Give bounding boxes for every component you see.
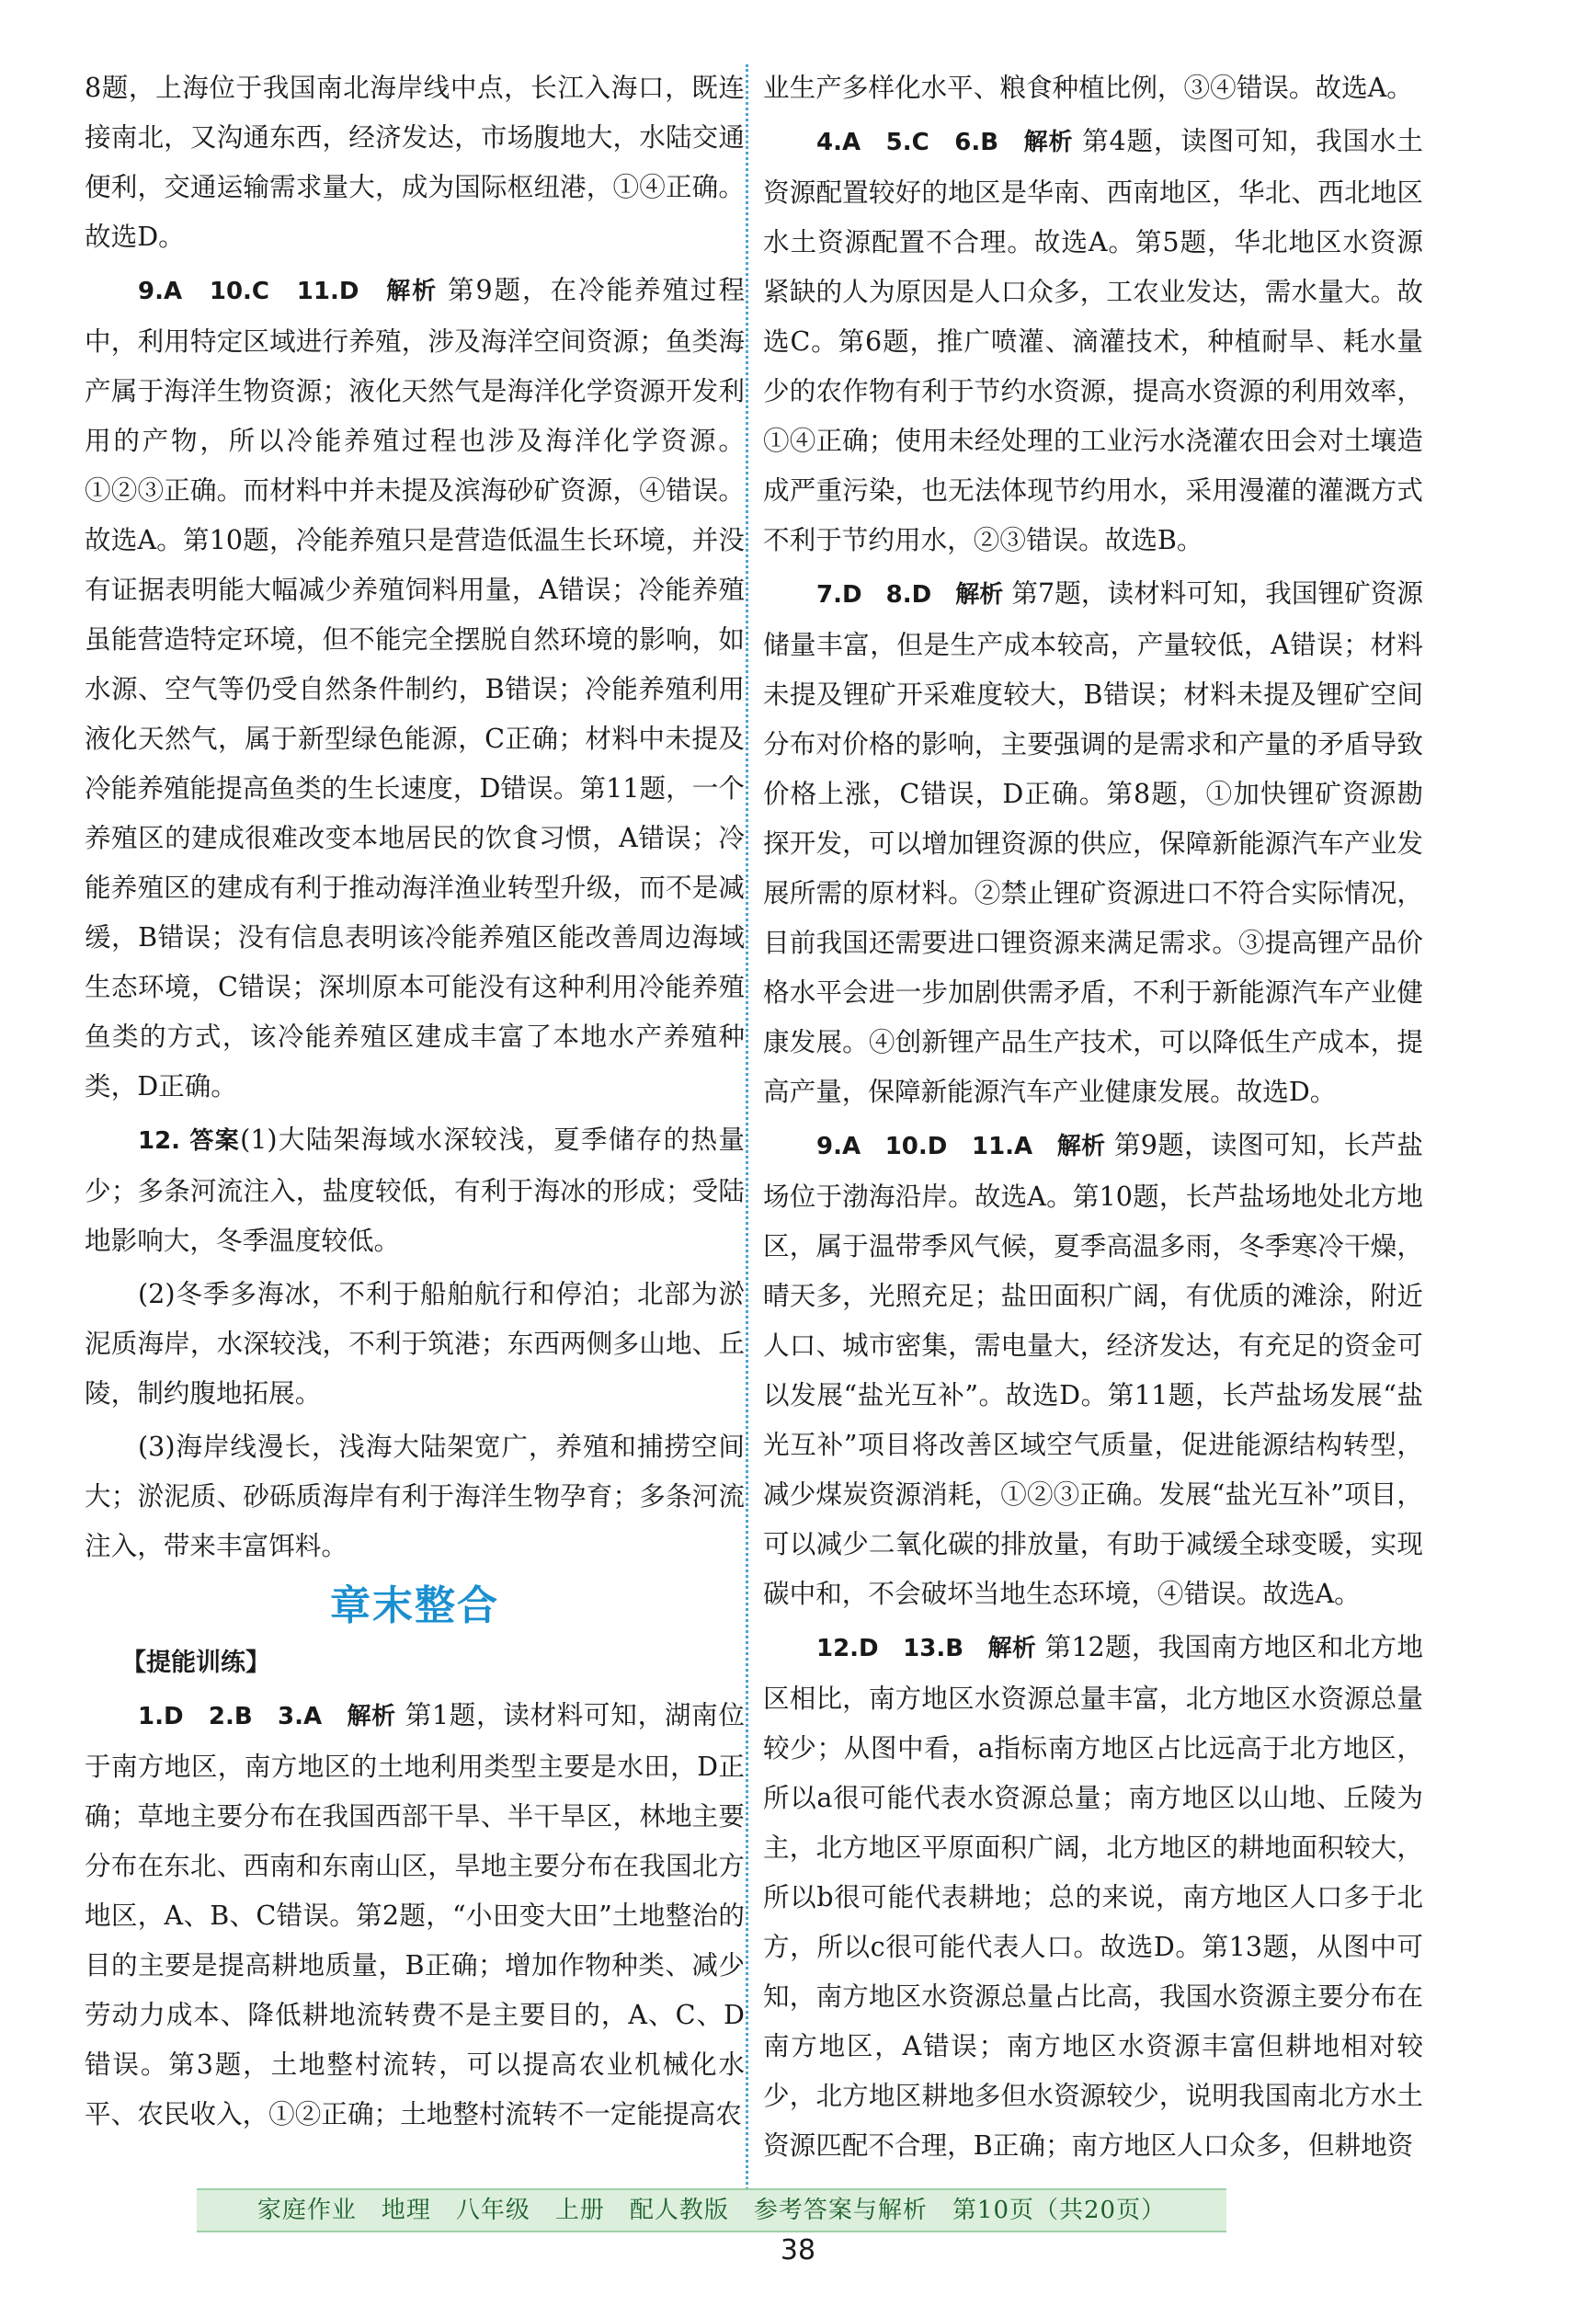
explanation-9-11-b: 第9题，读图可知，长芦盐场位于渤海沿岸。故选A。第10题，长芦盐场地处北方地区，属于温带季风气候，夏季高温多雨，冬季寒冷干燥，晴天多，光照充足；盐田面积广阔，有优质的滩涂，附近人口、城市密集，需电量大，经济发达，有充足的资金可以发展“盐光互补”。故选D。第11题，长芦盐场发展“盐光互补”项目将改善区域空气质量，促进能源结构转型，减少煤炭资源消耗，①②③正确。发展“盐光互补”项目，可以减少二氧化碳的排放量，有助于减缓全球变暖，实现碳中和，不会破坏当地生态环境，④错误。故选A。 [763, 1129, 1423, 1609]
sub-title: 【提能训练】 [121, 1649, 270, 1677]
answer-key-9-11: 9.A 10.C 11.D 解析 [138, 278, 438, 305]
answer-key-9-11-b: 9.A 10.D 11.A 解析 [816, 1133, 1106, 1160]
explanation-1-3: 第1题，读材料可知，湖南位于南方地区，南方地区的土地利用类型主要是水田，D正确；草地主要分布在我国西部干旱、半干旱区，林地主要分布在东北、西南和东南山区，旱地主要分布在我国北方地区，A、B、C错误。第2题，“小田变大田”土地整治的目的主要是提高耕地质量，B正确；增加作物种类、减少劳动力成本、降低耕地流转费不是主要目的，A、C、D错误。第3题，土地整村流转，可以提高农业机械化水平、农民收入，①②正确；土地整村流转不一定能提高农 [85, 1699, 745, 2129]
page-number: 38 [780, 2234, 816, 2266]
explanation-4-6: 第4题，读图可知，我国水土资源配置较好的地区是华南、西南地区，华北、西北地区水土资源配置不合理。故选A。第5题，华北地区水资源紧缺的人为原因是人口众多，工农业发达，需水量大。故选C。第6题，推广喷灌、滴灌技术，种植耐旱、耗水量少的农作物有利于节约水资源，提高水资源的利用效率，①④正确；使用未经处理的工业污水浇灌农田会对土壤造成严重污染，也无法体现节约用水，采用漫灌的灌溉方式不利于节约用水，②③错误。故选B。 [763, 125, 1423, 555]
right-paragraph-2 [763, 116, 1423, 565]
answer-12-part-3: (3)海岸线漫长，浅海大陆架宽广，养殖和捕捞空间大；淤泥质、砂砾质海岸有利于海洋生物孕育；多条河流注入，带来丰富饵料。 [85, 1431, 745, 1561]
answer-key-12: 12. 答案 [138, 1127, 241, 1155]
right-paragraph-4 [763, 1120, 1423, 1618]
right-paragraph-5 [763, 1622, 1423, 2170]
left-column [85, 63, 745, 2142]
column-divider [746, 64, 748, 2207]
right-paragraph-3 [763, 568, 1423, 1116]
left-paragraph-1: 8题，上海位于我国南北海岸线中点，长江入海口，既连接南北，又沟通东西，经济发达，市场腹地大，水陆交通便利，交通运输需求量大，成为国际枢纽港，①④正确。故选D。 [85, 72, 745, 252]
answer-key-12-13: 12.D 13.B 解析 [816, 1635, 1037, 1662]
left-paragraph-3 [85, 1114, 745, 1265]
right-paragraph-1: 业生产多样化水平、粮食种植比例，③④错误。故选A。 [763, 72, 1413, 103]
right-column [763, 63, 1423, 2174]
explanation-7-8: 第7题，读材料可知，我国锂矿资源储量丰富，但是生产成本较高，产量较低，A错误；材料未提及锂矿开采难度较大，B错误；材料未提及锂矿空间分布对价格的影响，主要强调的是需求和产量的矛盾导致价格上涨，C错误，D正确。第8题，①加快锂矿资源勘探开发，可以增加锂资源的供应，保障新能源汽车产业发展所需的原材料。②禁止锂矿资源进口不符合实际情况，目前我国还需要进口锂资源来满足需求。③提高锂产品价格水平会进一步加剧供需矛盾，不利于新能源汽车产业健康发展。④创新锂产品生产技术，可以降低生产成本，提高产量，保障新能源汽车产业健康发展。故选D。 [763, 577, 1423, 1107]
answer-key-1-3: 1.D 2.B 3.A 解析 [138, 1703, 396, 1730]
explanation-9-11: 第9题，在冷能养殖过程中，利用特定区域进行养殖，涉及海洋空间资源；鱼类海产属于海洋生物资源；液化天然气是海洋化学资源开发利用的产物，所以冷能养殖过程也涉及海洋化学资源。①②③正确。而材料中并未提及滨海砂矿资源，④错误。故选A。第10题，冷能养殖只是营造低温生长环境，并没有证据表明能大幅减少养殖饲料用量，A错误；冷能养殖虽能营造特定环境，但不能完全摆脱自然环境的影响，如水源、空气等仍受自然条件制约，B错误；冷能养殖利用液化天然气，属于新型绿色能源，C正确；材料中未提及冷能养殖能提高鱼类的生长速度，D错误。第11题，一个养殖区的建成很难改变本地居民的饮食习惯，A错误；冷能养殖区的建成有利于推动海洋渔业转型升级，而不是减缓，B错误；没有信息表明该冷能养殖区能改善周边海域生态环境，C错误；深圳原本可能没有这种利用冷能养殖鱼类的方式，该冷能养殖区建成丰富了本地水产养殖种类，D正确。 [85, 274, 745, 1102]
section-title: 章末整合 [330, 1582, 499, 1629]
answer-key-4-6: 4.A 5.C 6.B 解析 [816, 129, 1074, 156]
answer-12-part-1: (1)大陆架海域水深较浅，夏季储存的热量少；多条河流注入，盐度较低，有利于海冰的形成；受陆地影响大，冬季温度较低。 [85, 1124, 745, 1256]
left-paragraph-2 [85, 265, 745, 1111]
answer-key-7-8: 7.D 8.D 解析 [816, 581, 1004, 609]
explanation-12-13: 第12题，我国南方地区和北方地区相比，南方地区水资源总量丰富，北方地区水资源总量较少；从图中看，a指标南方地区占比远高于北方地区，所以a很可能代表水资源总量；南方地区以山地、丘陵为主，北方地区平原面积广阔，北方地区的耕地面积较大，所以b很可能代表耕地；总的来说，南方地区人口多于北方，所以c很可能代表人口。故选D。第13题，从图中可知，南方地区水资源总量占比高，我国水资源主要分布在南方地区，A错误；南方地区水资源丰富但耕地相对较少，北方地区耕地多但水资源较少，说明我国南北方水土资源匹配不合理，B正确；南方地区人口众多，但耕地资 [763, 1631, 1423, 2161]
answer-12-part-2: (2)冬季多海冰，不利于船舶航行和停泊；北部为淤泥质海岸，水深较浅，不利于筑港；东西两侧多山地、丘陵，制约腹地拓展。 [85, 1278, 745, 1409]
footer-bar: 家庭作业 地理 八年级 上册 配人教版 参考答案与解析 第10页（共20页） [197, 2188, 1226, 2232]
left-paragraph-6 [85, 1690, 745, 2139]
